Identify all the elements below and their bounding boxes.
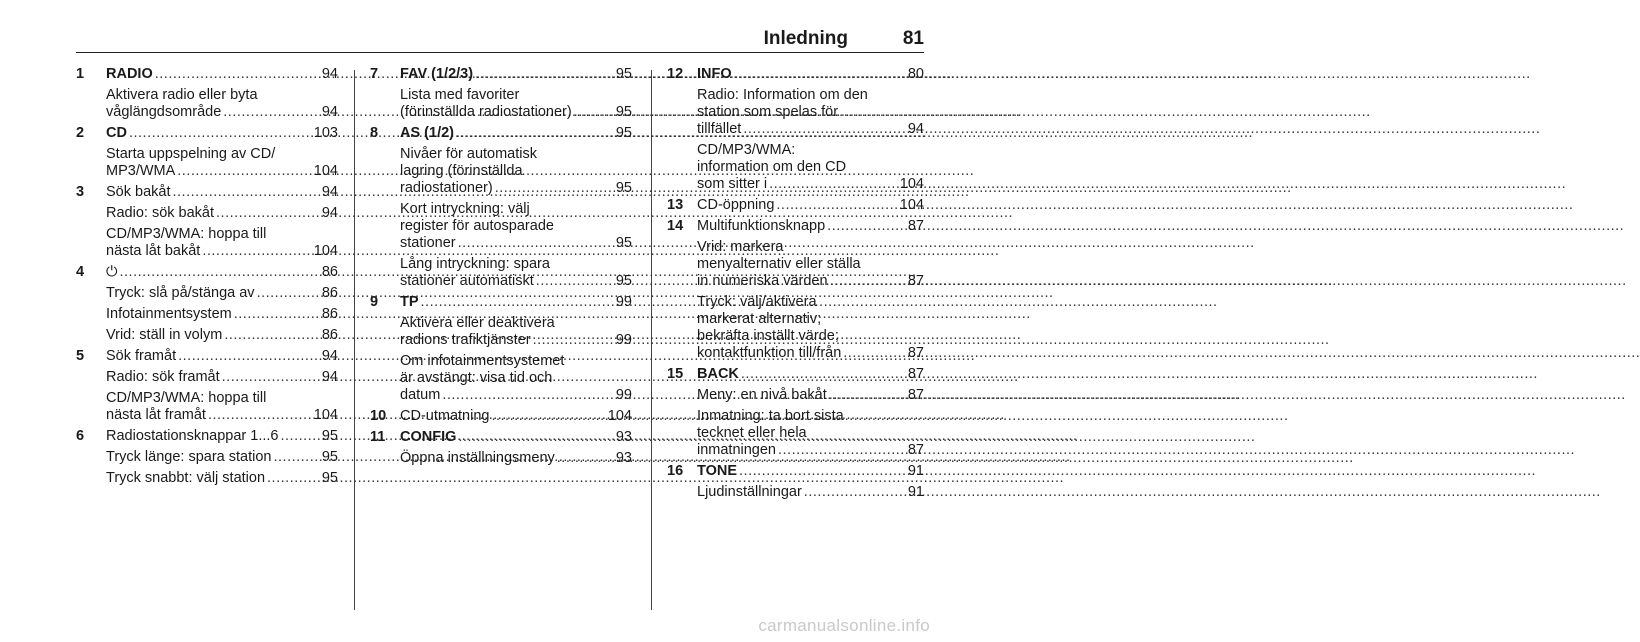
dot-leader	[281, 428, 320, 445]
subitem-line	[106, 104, 338, 121]
entry-text: information om den CD	[697, 159, 847, 175]
entry-text: Aktivera radio eller byta	[106, 87, 258, 103]
index-entry	[667, 366, 924, 459]
dot-leader	[173, 184, 320, 201]
dot-leader	[533, 332, 614, 349]
entry-text: som sitter i	[697, 176, 768, 192]
subitem-line	[106, 449, 338, 466]
entry-body	[400, 429, 632, 467]
subitem-line	[697, 408, 924, 425]
entry-subitem	[400, 201, 632, 252]
entry-text: Vrid: ställ in volym	[106, 327, 223, 343]
entry-number: 2	[76, 125, 85, 141]
page-ref: 95	[615, 273, 632, 289]
subitem-line	[106, 205, 338, 222]
subitem-line	[106, 146, 338, 163]
page-ref: 86	[321, 264, 338, 280]
entry-text: Sök bakåt	[106, 184, 171, 200]
entry-text: CD/MP3/WMA: hoppa till	[106, 226, 267, 242]
entry-subitem	[400, 450, 632, 467]
index-entry	[370, 66, 632, 121]
entry-text: CD-öppning	[697, 197, 775, 213]
page-number: 81	[902, 28, 924, 49]
subitem-line	[400, 163, 632, 180]
entry-text: nästa låt framåt	[106, 407, 206, 423]
page-ref: 104	[313, 163, 338, 179]
subitem-line	[697, 142, 924, 159]
entry-number: 14	[667, 218, 684, 234]
index-column-2	[370, 66, 632, 467]
entry-text: inmatningen	[697, 442, 776, 458]
subitem-line	[697, 311, 924, 328]
page-ref: 99	[615, 387, 632, 403]
page-ref: 95	[615, 66, 632, 82]
entry-text: lagring (förinställda	[400, 163, 523, 179]
subitem-line	[697, 294, 924, 311]
page-ref: 94	[907, 121, 924, 137]
entry-text: markerat alternativ;	[697, 311, 822, 327]
entry-number: 11	[370, 429, 386, 445]
dot-leader	[557, 450, 614, 467]
entry-text: Tryck: välj/aktivera	[697, 294, 817, 310]
subitem-line	[400, 273, 632, 290]
entry-subitem	[697, 294, 924, 362]
dot-leader	[216, 205, 320, 222]
page-ref: 104	[899, 176, 924, 192]
entry-subitem	[697, 87, 924, 138]
subitem-line	[400, 387, 632, 404]
index-entry	[667, 463, 924, 501]
entry-subitem	[697, 408, 924, 459]
entry-subitem	[400, 353, 632, 404]
entry-body	[106, 184, 338, 260]
entry-text: radions trafiktjänster	[400, 332, 531, 348]
entry-number: 6	[76, 428, 85, 444]
subitem-line	[697, 159, 924, 176]
subitem-line	[400, 235, 632, 252]
page-ref: 94	[321, 104, 338, 120]
dot-leader	[456, 125, 614, 142]
entry-text: radiostationer)	[400, 180, 493, 196]
index-entry	[370, 429, 632, 467]
page-ref: 104	[607, 408, 632, 424]
page-ref: 91	[907, 484, 924, 500]
subitem-line	[400, 201, 632, 218]
page-ref: 87	[907, 387, 924, 403]
entry-number: 7	[370, 66, 379, 82]
entry-text: RADIO	[106, 66, 153, 82]
entry-text: Radio: sök bakåt	[106, 205, 215, 221]
entry-number: 1	[76, 66, 85, 82]
subitem-line	[106, 163, 338, 180]
entry-body	[697, 66, 924, 193]
dot-leader	[491, 408, 605, 425]
entry-subitem	[106, 449, 338, 466]
index-entry	[667, 197, 924, 214]
entry-text: Sök framåt	[106, 348, 177, 364]
entry-text: TP	[400, 294, 419, 310]
entry-text: MP3/WMA	[106, 163, 176, 179]
entry-subitem	[106, 87, 338, 121]
entry-text: station som spelas för	[697, 104, 839, 120]
subitem-line	[106, 285, 338, 302]
subitem-line	[400, 332, 632, 349]
subitem-line	[697, 121, 924, 138]
entry-number: 12	[667, 66, 684, 82]
page-ref: 93	[615, 429, 632, 445]
subitem-line	[400, 180, 632, 197]
entry-heading	[697, 366, 924, 383]
subitem-line	[400, 370, 632, 387]
page-ref: 86	[321, 306, 338, 322]
index-entry	[76, 66, 338, 121]
dot-leader	[119, 264, 319, 281]
page-ref: 94	[321, 66, 338, 82]
subitem-line	[106, 327, 338, 344]
entry-number: 13	[667, 197, 684, 213]
entry-heading	[106, 125, 338, 142]
entry-heading	[697, 66, 924, 83]
entry-subitem	[106, 390, 338, 424]
subitem-line	[106, 369, 338, 386]
entry-text: CONFIG	[400, 429, 457, 445]
page-ref: 95	[615, 125, 632, 141]
dot-leader	[458, 235, 614, 252]
entry-body	[697, 366, 924, 459]
index-entry	[370, 125, 632, 290]
page-ref: 104	[899, 197, 924, 213]
entry-subitem	[106, 306, 338, 323]
index-entry	[76, 428, 338, 487]
index-entry	[370, 408, 632, 425]
page-ref: 95	[615, 235, 632, 251]
dot-leader	[202, 243, 311, 260]
entry-subitem	[106, 327, 338, 344]
subitem-line	[400, 218, 632, 235]
index-entry	[76, 348, 338, 424]
entry-number: 16	[667, 463, 684, 479]
page-ref: 87	[907, 218, 924, 234]
page-ref: 91	[907, 463, 924, 479]
entry-subitem	[400, 315, 632, 349]
entry-text: Starta uppspelning av CD/	[106, 146, 276, 162]
entry-body	[106, 125, 338, 180]
entry-text: Tryck: slå på/stänga av	[106, 285, 255, 301]
entry-number: 8	[370, 125, 379, 141]
dot-leader	[769, 176, 898, 193]
entry-text: Meny: en nivå bakåt	[697, 387, 827, 403]
subitem-line	[106, 390, 338, 407]
dot-leader	[442, 387, 614, 404]
entry-subitem	[106, 226, 338, 260]
dot-leader	[267, 470, 320, 487]
entry-heading	[400, 125, 632, 142]
entry-body	[106, 264, 338, 344]
dot-leader	[827, 218, 906, 235]
entry-subitem	[697, 142, 924, 193]
page-ref: 87	[907, 345, 924, 361]
entry-text: Lång intryckning: spara	[400, 256, 550, 272]
subitem-line	[400, 146, 632, 163]
index-entry	[667, 218, 924, 362]
subitem-line	[400, 256, 632, 273]
index-entry	[76, 125, 338, 180]
entry-text: Tryck länge: spara station	[106, 449, 272, 465]
subitem-line	[106, 306, 338, 323]
entry-text: är avstängt: visa tid och	[400, 370, 553, 386]
entry-subitem	[400, 146, 632, 197]
subitem-line	[400, 87, 632, 104]
entry-text: kontaktfunktion till/från	[697, 345, 842, 361]
entry-body	[106, 348, 338, 424]
subitem-line	[106, 243, 338, 260]
dot-leader	[741, 366, 906, 383]
subitem-line	[400, 353, 632, 370]
page-ref: 103	[313, 125, 338, 141]
entry-subitem	[697, 387, 924, 404]
entry-heading	[400, 408, 632, 425]
page-ref: 94	[321, 348, 338, 364]
dot-leader	[178, 348, 320, 365]
entry-heading	[697, 463, 924, 480]
entry-subitem	[697, 239, 924, 290]
subitem-line	[106, 226, 338, 243]
dot-leader	[804, 484, 906, 501]
entry-body	[697, 463, 924, 501]
entry-body	[106, 66, 338, 121]
dot-leader	[208, 407, 312, 424]
entry-text: (förinställda radiostationer)	[400, 104, 572, 120]
dot-leader	[495, 180, 614, 197]
entry-text: Om infotainmentsystemet	[400, 353, 565, 369]
entry-text: Radiostationsknappar 1...6	[106, 428, 279, 444]
entry-heading	[106, 348, 338, 365]
entry-text: Öppna inställningsmeny	[400, 450, 555, 466]
entry-text: tillfället	[697, 121, 742, 137]
entry-number: 4	[76, 264, 85, 280]
subitem-line	[697, 425, 924, 442]
page-title: Inledning	[763, 28, 848, 49]
subitem-line	[400, 315, 632, 332]
entry-number: 15	[667, 366, 684, 382]
entry-heading	[697, 197, 924, 214]
page-ref: 86	[321, 327, 338, 343]
entry-text: AS (1/2)	[400, 125, 454, 141]
entry-text: CD/MP3/WMA:	[697, 142, 796, 158]
entry-heading	[106, 428, 338, 445]
entry-text: CD	[106, 125, 127, 141]
subitem-line	[697, 87, 924, 104]
subitem-line	[400, 104, 632, 121]
entry-text: CD/MP3/WMA: hoppa till	[106, 390, 267, 406]
page-ref: 80	[907, 66, 924, 82]
entry-text: in numeriska värden	[697, 273, 828, 289]
entry-text: Infotainmentsystem	[106, 306, 232, 322]
page-ref: 95	[321, 449, 338, 465]
header-rule	[76, 52, 924, 53]
dot-leader	[536, 273, 614, 290]
entry-text: stationer	[400, 235, 456, 251]
entry-text: datum	[400, 387, 441, 403]
entry-text: Radio: sök framåt	[106, 369, 220, 385]
subitem-line	[697, 442, 924, 459]
page-ref: 94	[321, 184, 338, 200]
dot-leader	[421, 294, 614, 311]
page-ref: 95	[615, 104, 632, 120]
entry-body	[697, 197, 924, 214]
page-header	[76, 24, 924, 54]
subitem-line	[697, 387, 924, 404]
dot-leader	[222, 369, 320, 386]
subitem-line	[106, 87, 338, 104]
page-ref: 104	[313, 243, 338, 259]
watermark: carmanualsonline.info	[758, 616, 930, 635]
index-entry	[76, 184, 338, 260]
subitem-line	[697, 239, 924, 256]
dot-leader	[778, 442, 906, 459]
entry-text: BACK	[697, 366, 739, 382]
entry-text: Nivåer för automatisk	[400, 146, 537, 162]
entry-text: Radio: Information om den	[697, 87, 868, 103]
page-ref: 86	[321, 285, 338, 301]
entry-number: 9	[370, 294, 379, 310]
entry-body	[400, 408, 632, 425]
entry-text: Vrid: markera	[697, 239, 784, 255]
entry-text: Lista med favoriter	[400, 87, 520, 103]
index-entry	[370, 294, 632, 404]
page-ref: 87	[907, 273, 924, 289]
entry-text: tecknet eller hela	[697, 425, 807, 441]
entry-text: ⏻	[106, 264, 118, 280]
entry-subitem	[106, 369, 338, 386]
entry-heading	[106, 66, 338, 83]
dot-leader	[734, 66, 906, 83]
page-ref: 87	[907, 442, 924, 458]
entry-body	[400, 66, 632, 121]
subitem-line	[697, 104, 924, 121]
entry-body	[106, 428, 338, 487]
entry-text: FAV (1/2/3)	[400, 66, 474, 82]
entry-text: våglängdsområde	[106, 104, 222, 120]
page-ref: 99	[615, 294, 632, 310]
entry-text: INFO	[697, 66, 732, 82]
subitem-line	[106, 470, 338, 487]
page-ref: 95	[321, 428, 338, 444]
dot-leader	[829, 387, 906, 404]
dot-leader	[155, 66, 320, 83]
entry-heading	[400, 294, 632, 311]
dot-leader	[743, 121, 906, 138]
entry-subitem	[697, 484, 924, 501]
entry-text: nästa låt bakåt	[106, 243, 201, 259]
page-ref: 94	[321, 205, 338, 221]
subitem-line	[106, 407, 338, 424]
dot-leader	[830, 273, 906, 290]
dot-leader	[574, 104, 614, 121]
dot-leader	[776, 197, 897, 214]
dot-leader	[177, 163, 312, 180]
entry-text: stationer automatiskt	[400, 273, 534, 289]
entry-number: 3	[76, 184, 85, 200]
entry-text: menyalternativ eller ställa	[697, 256, 861, 272]
entry-text: Multifunktionsknapp	[697, 218, 826, 234]
entry-heading	[400, 66, 632, 83]
dot-leader	[475, 66, 614, 83]
entry-subitem	[106, 285, 338, 302]
subitem-line	[697, 328, 924, 345]
entry-text: Aktivera eller deaktivera	[400, 315, 555, 331]
subitem-line	[697, 273, 924, 290]
subitem-line	[697, 484, 924, 501]
entry-number: 5	[76, 348, 85, 364]
dot-leader	[234, 306, 320, 323]
entry-heading	[697, 218, 924, 235]
entry-text: bekräfta inställt värde;	[697, 328, 839, 344]
index-entry	[667, 66, 924, 193]
entry-subitem	[400, 256, 632, 290]
entry-text: TONE	[697, 463, 738, 479]
page-ref: 99	[615, 332, 632, 348]
dot-leader	[273, 449, 319, 466]
dot-leader	[223, 104, 320, 121]
subitem-line	[697, 256, 924, 273]
entry-body	[400, 125, 632, 290]
entry-number: 10	[370, 408, 387, 424]
subitem-line	[400, 450, 632, 467]
entry-heading	[106, 264, 338, 281]
page-ref: 87	[907, 366, 924, 382]
dot-leader	[458, 429, 613, 446]
entry-text: Ljudinställningar	[697, 484, 802, 500]
dot-leader	[843, 345, 906, 362]
page-ref: 104	[313, 407, 338, 423]
entry-heading	[400, 429, 632, 446]
entry-body	[697, 218, 924, 362]
subitem-line	[697, 176, 924, 193]
index-entry	[76, 264, 338, 344]
subitem-line	[697, 345, 924, 362]
index-column-3	[667, 66, 924, 501]
dot-leader	[257, 285, 320, 302]
page-ref: 95	[321, 470, 338, 486]
entry-text: register för autosparade	[400, 218, 554, 234]
page-ref: 94	[321, 369, 338, 385]
page-ref: 93	[615, 450, 632, 466]
entry-subitem	[106, 205, 338, 222]
entry-body	[400, 294, 632, 404]
entry-subitem	[106, 470, 338, 487]
entry-text: Inmatning: ta bort sista	[697, 408, 844, 424]
entry-text: Tryck snabbt: välj station	[106, 470, 266, 486]
page-ref: 95	[615, 180, 632, 196]
index-column-1	[76, 66, 338, 487]
entry-subitem	[400, 87, 632, 121]
dot-leader	[739, 463, 906, 480]
entry-text: Kort intryckning: välj	[400, 201, 530, 217]
entry-text: CD-utmatning	[400, 408, 490, 424]
dot-leader	[129, 125, 312, 142]
dot-leader	[224, 327, 320, 344]
entry-subitem	[106, 146, 338, 180]
entry-heading	[106, 184, 338, 201]
